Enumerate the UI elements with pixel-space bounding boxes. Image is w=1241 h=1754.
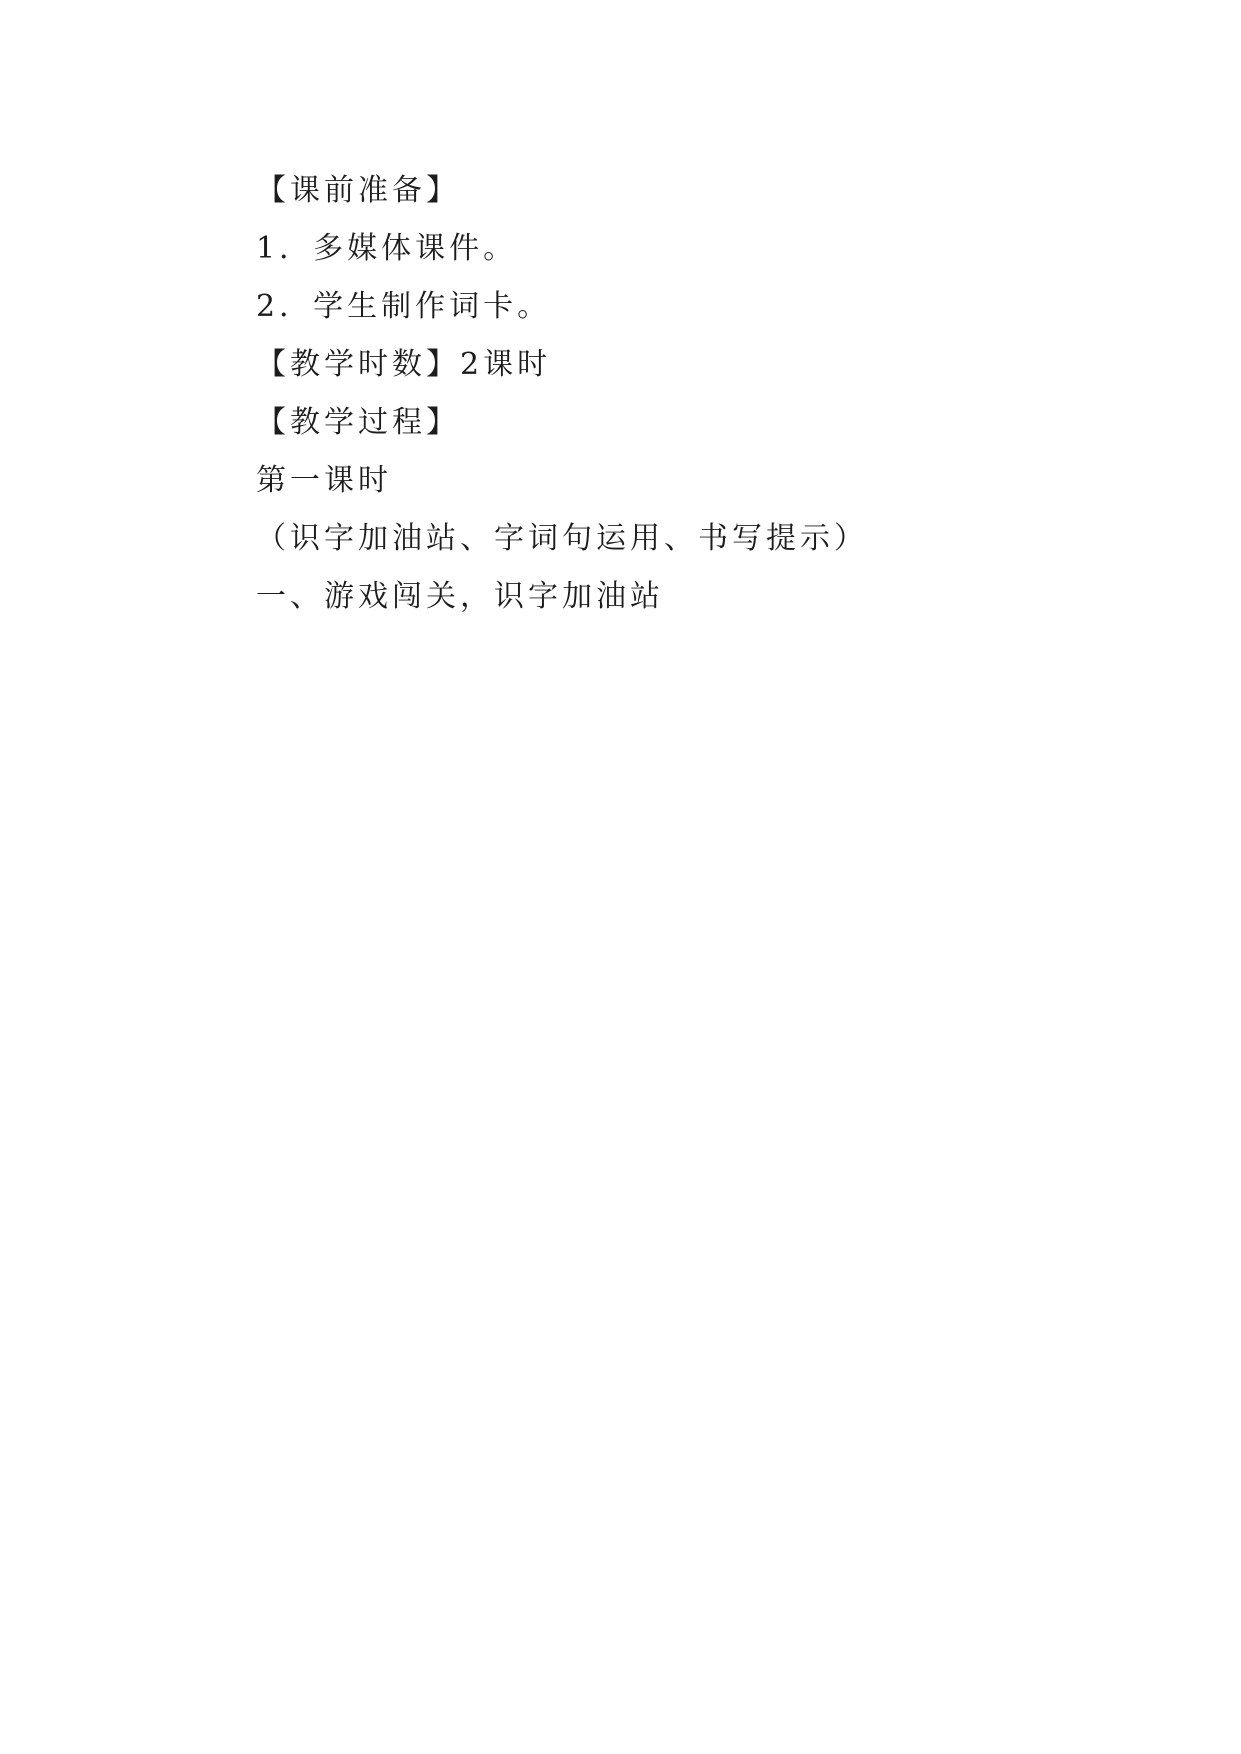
lesson-title: 第一课时	[256, 463, 392, 498]
section-heading-preparation: 【课前准备】	[256, 173, 460, 208]
section-heading-process: 【教学过程】	[256, 405, 460, 440]
list-item: 2．学生制作词卡。	[256, 289, 552, 324]
list-item: 1．多媒体课件。	[256, 231, 518, 266]
lesson-subtitle: （识字加油站、字词句运用、书写提示）	[256, 521, 868, 556]
section-heading-hours: 【教学时数】2课时	[256, 347, 552, 382]
step-heading: 一、游戏闯关，识字加油站	[256, 579, 664, 614]
